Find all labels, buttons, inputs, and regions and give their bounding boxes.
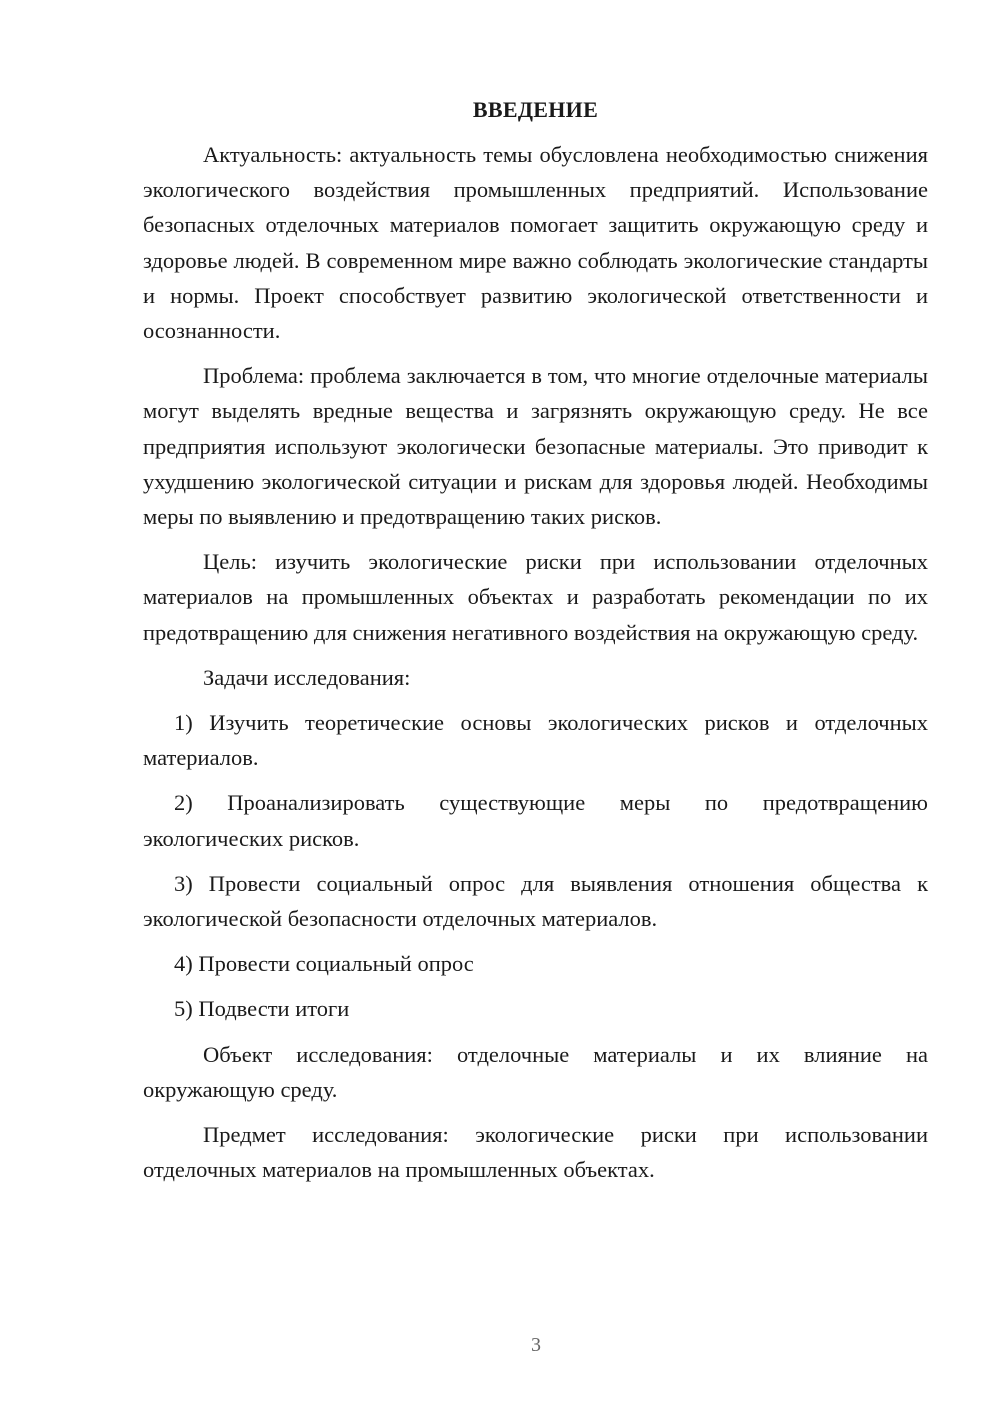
paragraph-subject: Предмет исследования: экологические риски при использовании отделочных материалов на промышленных объектах. [143, 1122, 928, 1183]
task-item-3: 3) Провести социальный опрос для выявления отношения общества к экологической безопасности отделочных материалов. [143, 870, 928, 932]
task-item-1: 1) Изучить теоретические основы экологических рисков и отделочных материалов. [143, 710, 928, 771]
paragraph-relevance: Актуальность: актуальность темы обусловлена необходимостью снижения экологического воздействия промышленных предприятий. Использование безопасных отделочных материалов помогает защитить окружающую среду и здоровье людей. В современном мире важно соблюдать экологические стандарты и нормы. Проект способствует развитию экологической ответственности и осознанности. [143, 142, 928, 344]
section-heading: ВВЕДЕНИЕ [472, 97, 599, 122]
task-item-5: 5) Подвести итоги [174, 996, 350, 1022]
task-item-2: 2) Проанализировать существующие меры по предотвращению экологических рисков. [143, 790, 928, 851]
page-number: 3 [531, 1334, 541, 1356]
paragraph-goal: Цель: изучить экологические риски при использовании отделочных материалов на промышленных объектах и разработать рекомендации по их предотвращению для снижения негативного воздействия на окружающую среду. [143, 549, 928, 645]
paragraph-object: Объект исследования: отделочные материалы и их влияние на окружающую среду. [143, 1041, 928, 1102]
tasks-heading: Задачи исследования: [203, 664, 411, 690]
page-content [143, 92, 928, 1197]
task-item-4: 4) Провести социальный опрос [174, 951, 474, 977]
paragraph-problem: Проблема: проблема заключается в том, что многие отделочные материалы могут выделять вредные вещества и загрязнять окружающую среду. Не все предприятия используют экологически безопасные материалы. Это приводит к ухудшению экологической ситуации и рискам для здоровья людей. Необходимы меры по выявлению и предотвращению таких рисков. [143, 363, 928, 530]
